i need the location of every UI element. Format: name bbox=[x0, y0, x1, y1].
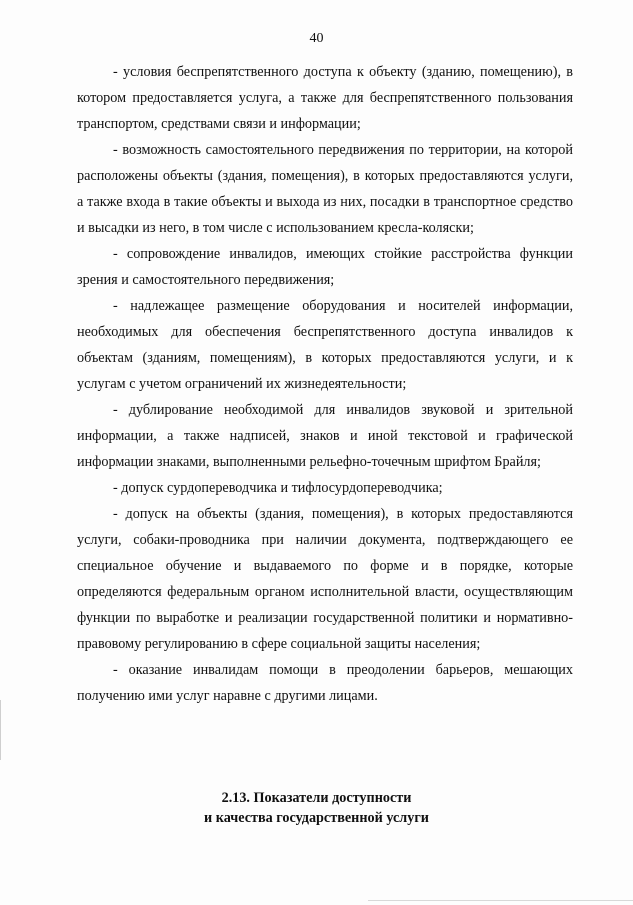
document-body bbox=[77, 59, 573, 709]
section-heading bbox=[0, 788, 633, 828]
paragraph-equipment-placement: - надлежащее размещение оборудования и носителей информации, необходимых для обеспечения беспрепятственного доступа инвалидов к объектам (зданиям, помещениям), в которых предоставляются услуги, и к услугам с учетом ограничений их жизнедеятельности; bbox=[77, 298, 573, 392]
paragraph-barrier-free-access: - условия беспрепятственного доступа к объекту (зданию, помещению), в котором предоставляется услуга, а также для беспрепятственного пользования транспортом, средствами связи и информации; bbox=[77, 64, 573, 132]
scan-bottom-edge bbox=[368, 900, 633, 901]
paragraph-braille-duplication: - дублирование необходимой для инвалидов звуковой и зрительной информации, а также надписей, знаков и иной текстовой и графической информации знаками, выполненными рельефно-точечным шрифтом Брайля; bbox=[77, 402, 573, 470]
paragraph-interpreter-admission: - допуск сурдопереводчика и тифлосурдопереводчика; bbox=[113, 480, 443, 496]
scan-edge-mark bbox=[0, 700, 1, 760]
paragraph-barrier-assistance: - оказание инвалидам помощи в преодолении барьеров, мешающих получению ими услуг наравне с другими лицами. bbox=[77, 662, 573, 704]
section-heading-line1: 2.13. Показатели доступности bbox=[221, 790, 412, 806]
page-number: 40 bbox=[309, 31, 324, 46]
section-heading-line2: и качества государственной услуги bbox=[204, 810, 429, 826]
paragraph-independent-movement: - возможность самостоятельного передвижения по территории, на которой расположены объекты (здания, помещения), в которых предоставляются услуги, а также входа в такие объекты и выхода из них, посадки в транспортное средство и высадки из него, в том числе с использованием кресла-коляски; bbox=[77, 142, 573, 236]
paragraph-guide-dog-admission: - допуск на объекты (здания, помещения), в которых предоставляются услуги, собаки-проводника при наличии документа, подтверждающего ее специальное обучение и выдаваемого по форме и в порядке, которые определяются федеральным органом исполнительной власти, осуществляющим функции по выработке и реализации государственной политики и нормативно-правовому регулированию в сфере социальной защиты населения; bbox=[77, 506, 573, 652]
paragraph-escort: - сопровождение инвалидов, имеющих стойкие расстройства функции зрения и самостоятельного передвижения; bbox=[77, 246, 573, 288]
